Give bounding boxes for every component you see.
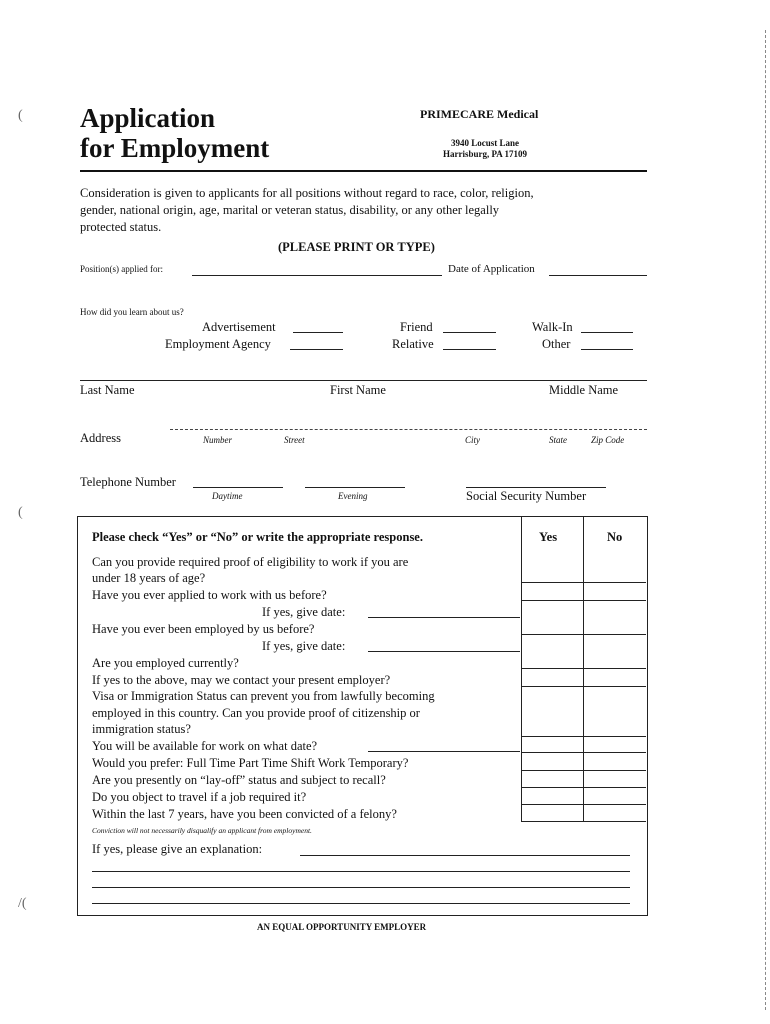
last-name-label: Last Name <box>80 383 135 397</box>
explanation-input-line2[interactable] <box>92 871 630 872</box>
employed-date-input[interactable] <box>368 651 520 652</box>
company-address-line2: Harrisburg, PA 17109 <box>442 149 528 159</box>
question-eligibility: Can you provide required proof of eligibility to work if you are <box>92 555 409 569</box>
question-immigration-cont2: immigration status? <box>92 722 191 736</box>
question-employed-before: Have you ever been employed by us before? <box>92 622 315 636</box>
telephone-label: Telephone Number <box>80 475 176 489</box>
friend-input[interactable] <box>443 332 496 333</box>
first-name-label: First Name <box>330 383 386 397</box>
form-title-line1: Application <box>80 103 216 133</box>
company-name: PRIMECARE Medical <box>420 107 539 121</box>
explanation-input[interactable] <box>300 855 630 856</box>
question-travel: Do you object to travel if a job required it? <box>92 790 307 804</box>
answer-row-divider <box>521 752 646 753</box>
scan-mark: /( <box>18 896 27 911</box>
answer-row-divider <box>521 600 646 601</box>
address-input[interactable] <box>170 429 647 430</box>
answer-row-divider <box>521 804 646 805</box>
address-city-label: City <box>465 435 480 445</box>
relative-input[interactable] <box>443 349 496 350</box>
answer-row-divider <box>521 668 646 669</box>
question-applied-before: Have you ever applied to work with us before? <box>92 588 327 602</box>
name-input[interactable] <box>80 380 647 381</box>
friend-label: Friend <box>400 320 433 334</box>
position-input[interactable] <box>192 275 442 276</box>
question-layoff: Are you presently on “lay-off” status and subject to recall? <box>92 773 386 787</box>
question-felony: Within the last 7 years, have you been convicted of a felony? <box>92 807 397 821</box>
date-label: Date of Application <box>448 263 535 275</box>
question-eligibility-cont: under 18 years of age? <box>92 571 206 585</box>
applied-date-input[interactable] <box>368 617 520 618</box>
answer-row-divider <box>521 736 646 737</box>
employment-agency-input[interactable] <box>290 349 343 350</box>
walk-in-input[interactable] <box>581 332 633 333</box>
page-edge <box>765 30 766 1010</box>
answer-row-divider <box>521 821 646 822</box>
header-rule <box>80 170 647 172</box>
intro-line3: protected status. <box>80 220 162 234</box>
scan-mark: ( <box>18 505 23 520</box>
daytime-phone-input[interactable] <box>193 487 283 488</box>
employed-date-label: If yes, give date: <box>262 639 346 653</box>
questions-header: Please check “Yes” or “No” or write the appropriate response. <box>92 530 423 544</box>
explanation-label: If yes, please give an explanation: <box>92 842 263 856</box>
print-note: (PLEASE PRINT OR TYPE) <box>278 240 435 254</box>
evening-label: Evening <box>338 491 368 501</box>
question-contact-employer: If yes to the above, may we contact your present employer? <box>92 673 391 687</box>
company-address-line1: 3940 Locust Lane <box>450 138 519 148</box>
walk-in-label: Walk-In <box>532 320 573 334</box>
advertisement-label: Advertisement <box>202 320 276 334</box>
question-immigration: Visa or Immigration Status can prevent you from lawfully becoming <box>92 689 435 703</box>
answer-row-divider <box>521 582 646 583</box>
question-employed-currently: Are you employed currently? <box>92 656 239 670</box>
address-state-label: State <box>549 435 567 445</box>
yes-column-header: Yes <box>539 530 558 544</box>
scan-mark: ( <box>18 108 23 123</box>
intro-line2: gender, national origin, age, marital or veteran status, disability, or any other legally <box>80 203 500 217</box>
question-available-date: You will be available for work on what date? <box>92 739 318 753</box>
available-date-input[interactable] <box>368 751 520 752</box>
question-preference: Would you prefer: Full Time Part Time Shift Work Temporary? <box>92 756 409 770</box>
no-column-header: No <box>607 530 623 544</box>
ssn-label: Social Security Number <box>466 489 587 503</box>
position-label: Position(s) applied for: <box>80 264 163 274</box>
ssn-input[interactable] <box>466 487 606 488</box>
address-number-label: Number <box>203 435 232 445</box>
applied-date-label: If yes, give date: <box>262 605 346 619</box>
address-label: Address <box>80 431 121 445</box>
answer-row-divider <box>521 634 646 635</box>
evening-phone-input[interactable] <box>305 487 405 488</box>
relative-label: Relative <box>392 337 434 351</box>
address-street-label: Street <box>284 435 305 445</box>
advertisement-input[interactable] <box>293 332 343 333</box>
answer-row-divider <box>521 686 646 687</box>
other-label: Other <box>542 337 571 351</box>
question-immigration-cont1: employed in this country. Can you provide proof of citizenship or <box>92 706 420 720</box>
conviction-note: Conviction will not necessarily disqualify an applicant from employment. <box>92 826 312 835</box>
no-column-divider <box>583 517 584 821</box>
address-zip-label: Zip Code <box>591 435 625 445</box>
other-input[interactable] <box>581 349 633 350</box>
yes-column-divider <box>521 517 522 821</box>
explanation-input-line4[interactable] <box>92 903 630 904</box>
form-title-line2: for Employment <box>80 133 270 163</box>
middle-name-label: Middle Name <box>549 383 619 397</box>
answer-row-divider <box>521 787 646 788</box>
date-input[interactable] <box>549 275 647 276</box>
equal-opportunity-footer: AN EQUAL OPPORTUNITY EMPLOYER <box>257 922 427 932</box>
daytime-label: Daytime <box>212 491 243 501</box>
intro-line1: Consideration is given to applicants for all positions without regard to race, color, religion, <box>80 186 534 200</box>
answer-row-divider <box>521 770 646 771</box>
learn-label: How did you learn about us? <box>80 307 184 317</box>
explanation-input-line3[interactable] <box>92 887 630 888</box>
employment-agency-label: Employment Agency <box>165 337 271 351</box>
